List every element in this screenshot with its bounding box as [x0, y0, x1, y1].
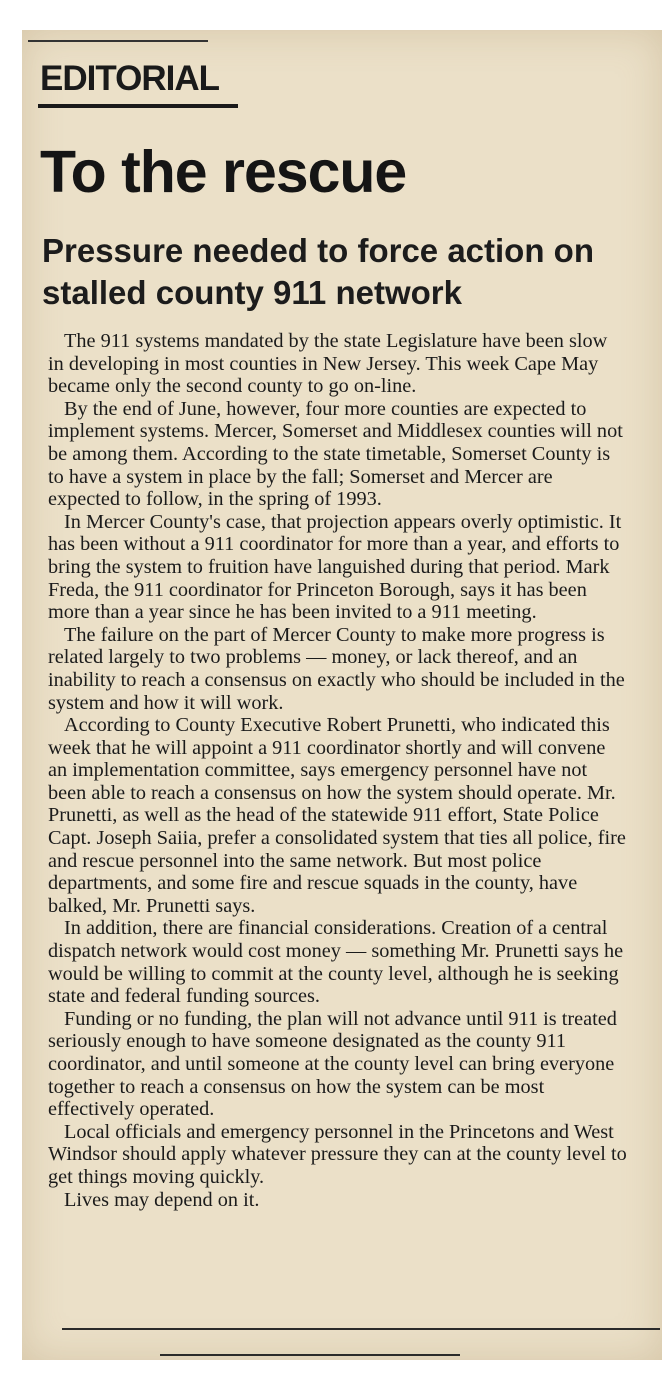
paragraph: Lives may depend on it.	[64, 1188, 260, 1211]
paragraph: The 911 systems mandated by the state Legislature have been slow in developing in most counties in New Jersey. This week Cape May became only the second county to go on-line.	[48, 330, 608, 398]
top-rule	[28, 40, 208, 42]
paragraph: The failure on the part of Mercer County to make more progress is related largely to two problems — money, or lack thereof, and an inability to reach a consensus on exactly who should be included in the system and how it will work.	[48, 623, 625, 714]
headline: To the rescue	[40, 139, 407, 205]
section-label: EDITORIAL	[40, 59, 219, 98]
paragraph: Funding or no funding, the plan will not advance until 911 is treated seriously enough to have someone designated as the county 911 coordinator, and until someone at the county level can bring everyone together to reach a consensus on how the system can be most effectively operated.	[48, 1007, 617, 1121]
bottom-rule	[160, 1354, 460, 1356]
paragraph: In addition, there are financial considerations. Creation of a central dispatch network would cost money — something Mr. Prunetti says he would be willing to commit at the county level, although he is seeking state and federal funding sources.	[48, 917, 624, 1008]
section-underline	[38, 104, 238, 108]
paragraph: Local officials and emergency personnel in the Princetons and West Windsor should apply whatever pressure they can at the county level to get things moving quickly.	[48, 1120, 627, 1188]
paragraph: By the end of June, however, four more counties are expected to implement systems. Mercer, Somerset and Middlesex counties will not be among them. According to the state timetable, Somerset County is to have a system in place by the fall; Somerset and Mercer are expected to follow, in the spring of 1993.	[48, 397, 623, 511]
paragraph: In Mercer County's case, that projection appears overly optimistic. It has been without a 911 coordinator for more than a year, and efforts to bring the system to fruition have languished during that period. Mark Freda, the 911 coordinator for Princeton Borough, says it has been more than a year since he has been invited to a 911 meeting.	[48, 510, 622, 624]
bottom-rule	[62, 1328, 660, 1330]
paragraph: According to County Executive Robert Prunetti, who indicated this week that he will appoint a 911 coordinator shortly and will convene an implementation committee, says emergency personnel have not been able to reach a consensus on how the system should operate. Mr. Prunetti, as well as the head of the statewide 911 effort, State Police Capt. Joseph Saiia, prefer a consolidated system that ties all police, fire and rescue personnel into the same network. But most police departments, and some fire and rescue squads in the county, have balked, Mr. Prunetti says.	[48, 714, 626, 917]
article-body	[48, 330, 628, 1211]
subheadline: Pressure needed to force action on stalled county 911 network	[42, 232, 594, 311]
